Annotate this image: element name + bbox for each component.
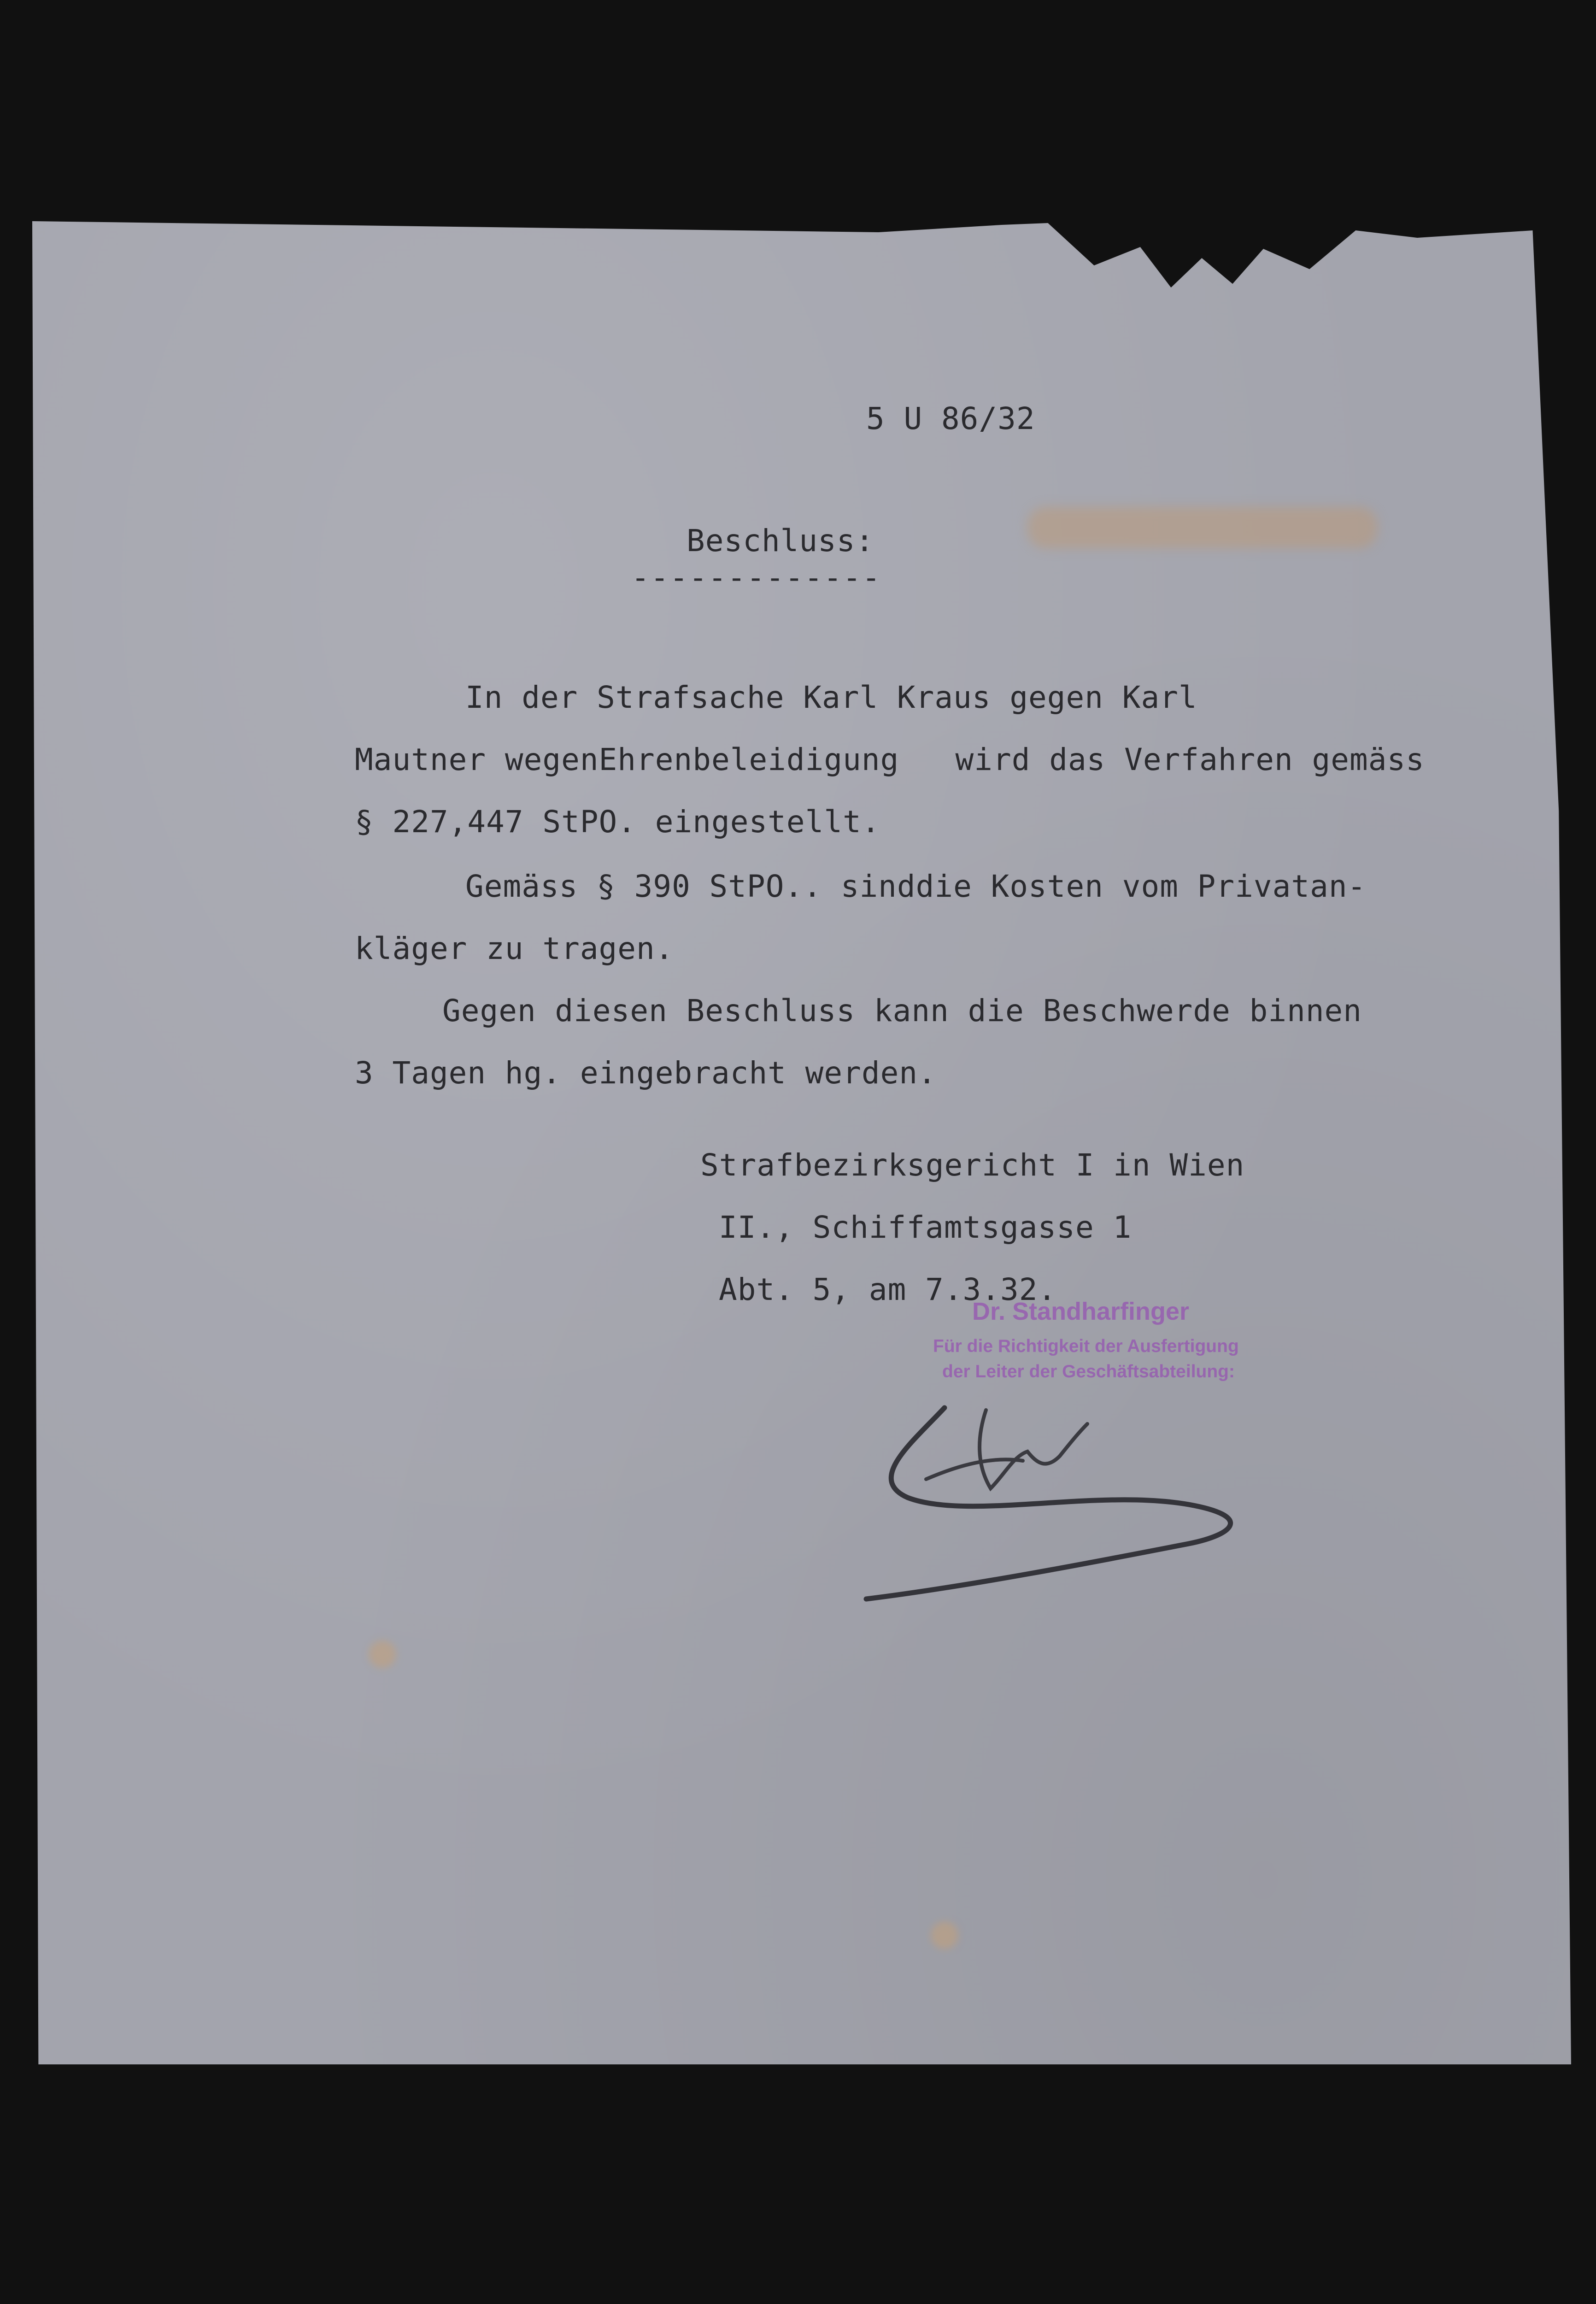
paper-spot [931,1922,958,1949]
body-line: 3 Tagen hg. eingebracht werden. [355,1055,937,1091]
title-underline: ------------- [631,560,881,595]
document-title: Beschluss: [687,523,874,558]
body-line: kläger zu tragen. [355,931,674,966]
paper-sheet [32,221,1571,2064]
stamp-name: Dr. Standharfinger [972,1298,1190,1325]
court-name: Strafbezirksgericht I in Wien [700,1147,1245,1183]
body-line: In der Strafsache Karl Kraus gegen Karl [465,680,1197,715]
paper-spot [369,1640,396,1668]
body-line: Gegen diesen Beschluss kann die Beschwerde binnen [442,993,1362,1029]
stamp-certification-line: Für die Richtigkeit der Ausfertigung [933,1336,1239,1356]
stamp-department-line: der Leiter der Geschäftsabteilung: [942,1362,1235,1381]
case-number: 5 U 86/32 [866,401,1035,436]
bottom-edge-stain [991,2216,1368,2267]
court-department-date: Abt. 5, am 7.3.32. [719,1272,1057,1307]
court-address: II., Schiffamtsgasse 1 [719,1210,1132,1245]
body-line: § 227,447 StPO. eingestellt. [355,804,880,840]
tear-edge-stain [1027,507,1378,548]
body-line: Gemäss § 390 StPO.. sinddie Kosten vom Privatan- [465,869,1367,904]
body-line: Mautner wegenEhrenbeleidigung wird das Verfahren gemäss [355,742,1425,777]
handwritten-signature [839,1382,1336,1622]
